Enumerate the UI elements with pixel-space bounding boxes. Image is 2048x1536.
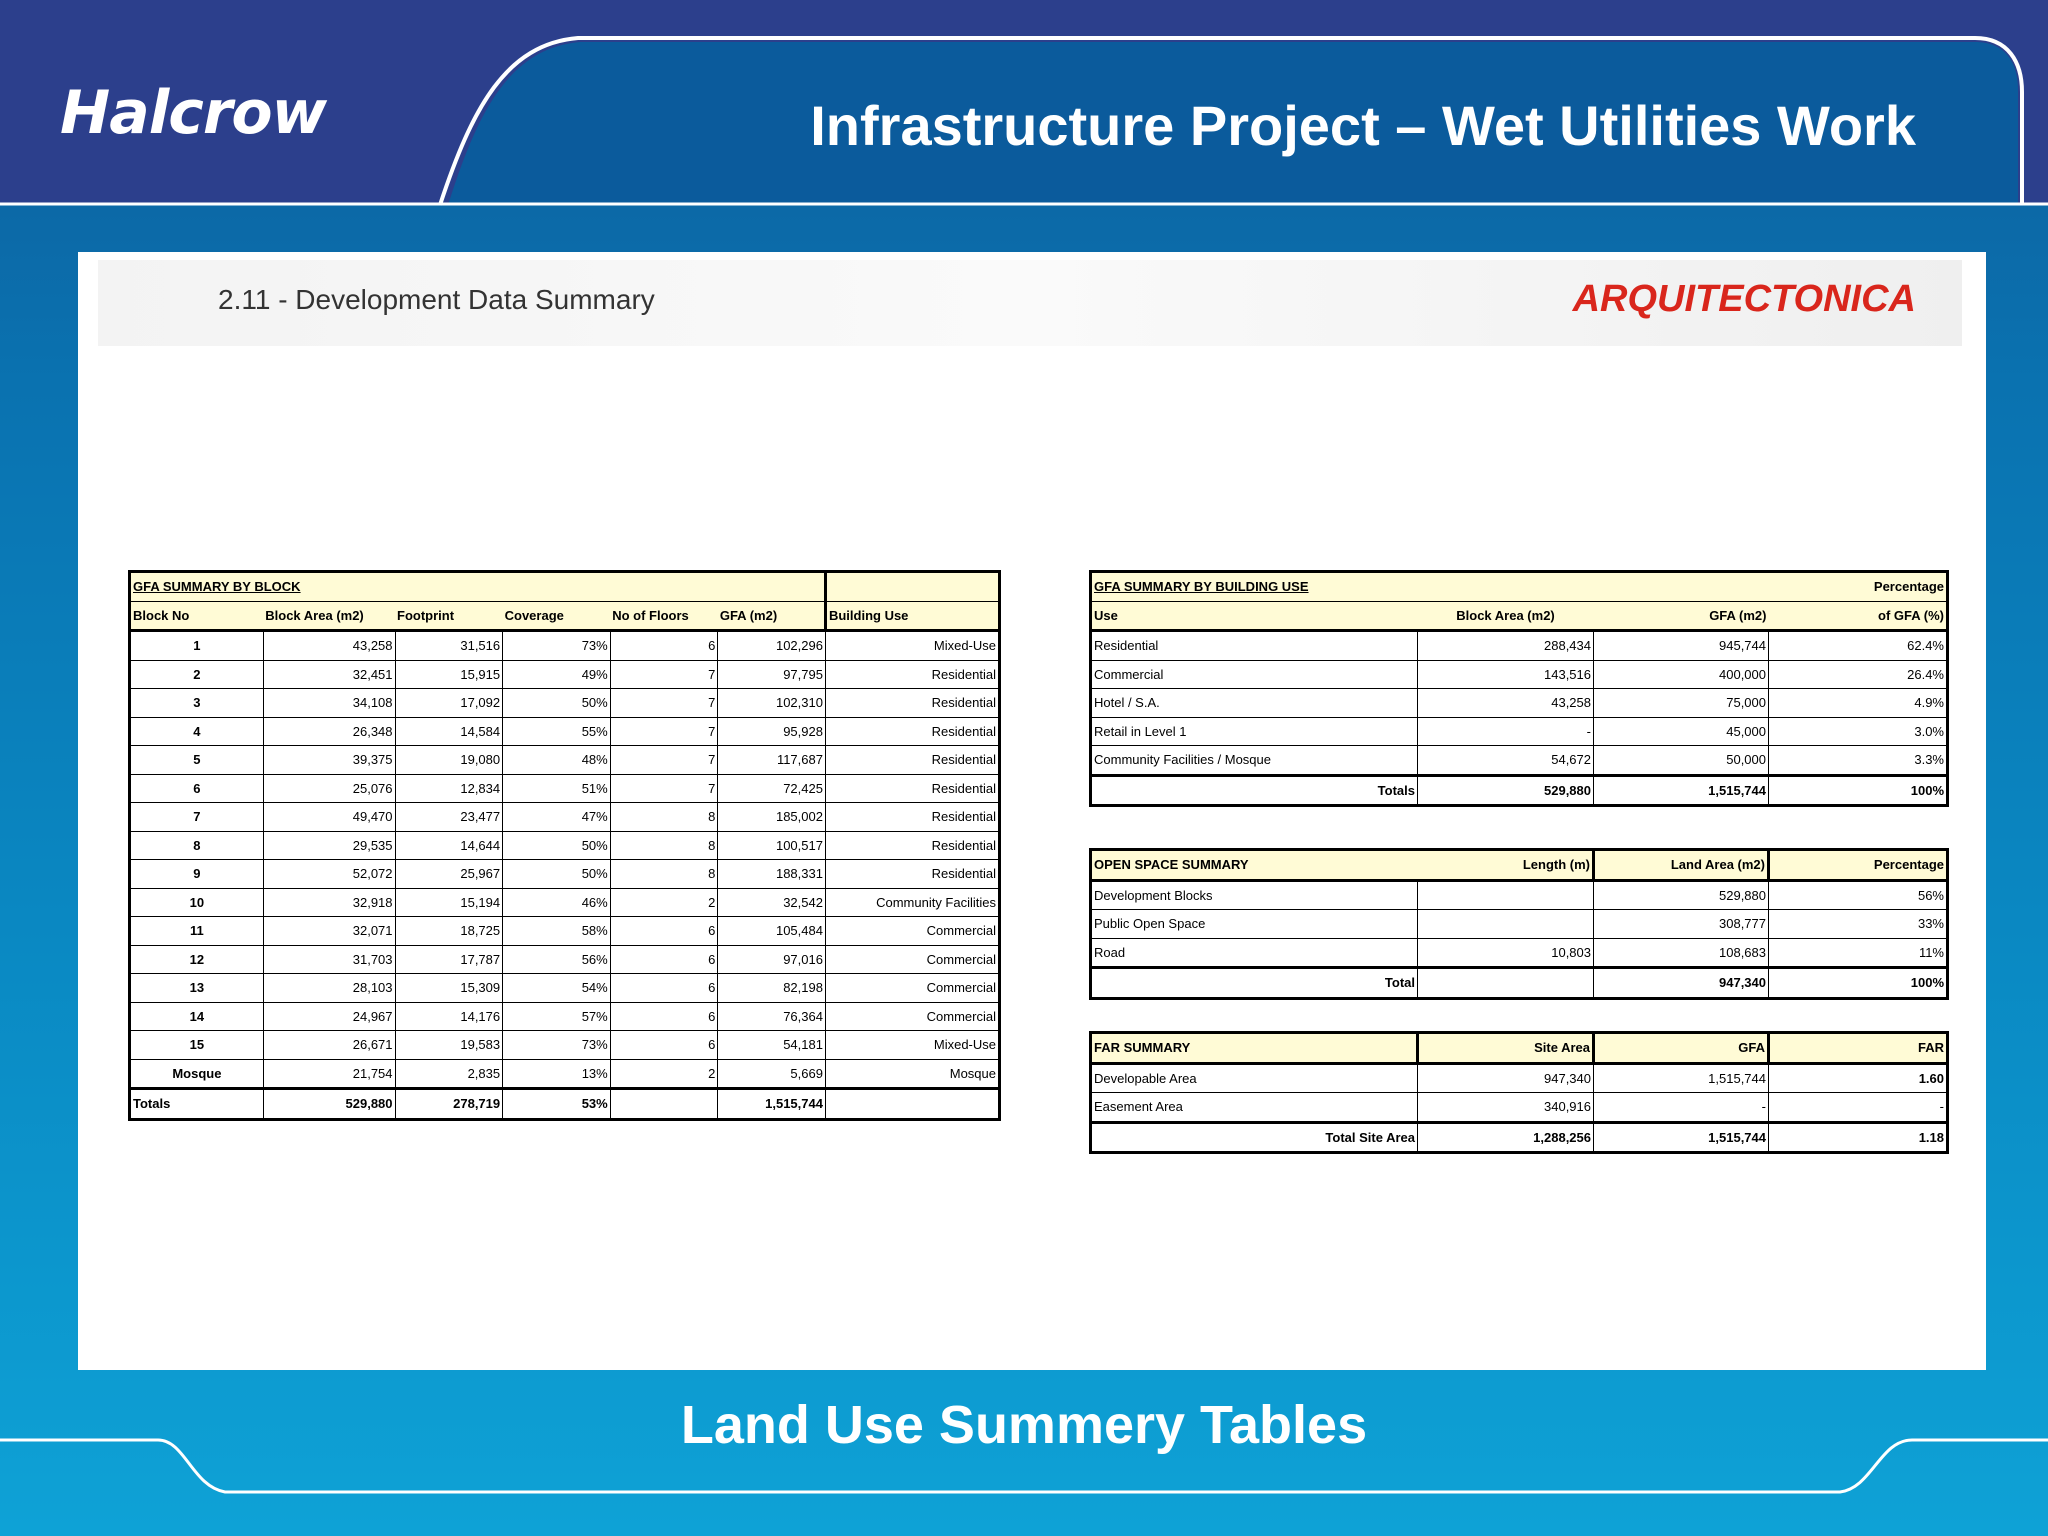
table-cell: Commercial — [825, 945, 999, 974]
table-cell: 2 — [610, 1059, 718, 1089]
table-cell: 7 — [610, 689, 718, 718]
table-row — [130, 917, 1000, 946]
footer-title: Land Use Summery Tables — [680, 1395, 1368, 1455]
table-cell: Public Open Space — [1091, 910, 1418, 939]
table-row — [1091, 717, 1948, 746]
table-row — [1091, 689, 1948, 718]
table-cell: 50,000 — [1594, 746, 1769, 776]
table-cell: 14 — [130, 1002, 264, 1031]
table-row — [1091, 910, 1948, 939]
table-row — [130, 631, 1000, 661]
table-cell: 43,258 — [263, 631, 395, 661]
table-cell: 12 — [130, 945, 264, 974]
table-cell: Mixed-Use — [825, 1031, 999, 1060]
table-cell — [1418, 968, 1594, 999]
table-cell: Residential — [825, 660, 999, 689]
table-cell: 143,516 — [1418, 660, 1594, 689]
table-cell: 11% — [1769, 938, 1948, 968]
table-cell — [1418, 880, 1594, 910]
table-cell: 6 — [610, 1002, 718, 1031]
table-cell: 97,016 — [718, 945, 826, 974]
table-cell: 4 — [130, 717, 264, 746]
table-cell: Road — [1091, 938, 1418, 968]
table-cell: 72,425 — [718, 774, 826, 803]
halcrow-logo: Halcrow — [60, 78, 327, 148]
table-cell: Developable Area — [1091, 1063, 1418, 1093]
table-cell: 97,795 — [718, 660, 826, 689]
table-cell: 13 — [130, 974, 264, 1003]
table-cell: 14,176 — [395, 1002, 503, 1031]
table-cell: 1,515,744 — [1594, 775, 1769, 806]
column-header: Land Area (m2) — [1594, 850, 1769, 881]
table-cell: 54,672 — [1418, 746, 1594, 776]
table-caption: OPEN SPACE SUMMARY — [1091, 850, 1418, 881]
table-cell: 1,515,744 — [718, 1089, 826, 1120]
table-cell: 100% — [1769, 775, 1948, 806]
table-cell: 62.4% — [1769, 631, 1948, 661]
table-cell: 14,584 — [395, 717, 503, 746]
table-cell: 117,687 — [718, 746, 826, 775]
table-cell: Residential — [1091, 631, 1418, 661]
table-cell: 6 — [610, 945, 718, 974]
totals-label: Total Site Area — [1091, 1122, 1418, 1153]
totals-row — [1091, 1122, 1948, 1153]
table-row — [130, 888, 1000, 917]
table-cell: Mixed-Use — [825, 631, 999, 661]
table-cell: Residential — [825, 717, 999, 746]
table-cell — [610, 1089, 718, 1120]
table-cell: Commercial — [1091, 660, 1418, 689]
table-cell: Residential — [825, 831, 999, 860]
table-cell: 73% — [503, 1031, 611, 1060]
column-header: Block Area (m2) — [1418, 601, 1594, 631]
table-cell: 108,683 — [1594, 938, 1769, 968]
table-body — [130, 631, 1000, 1089]
table-row — [130, 1031, 1000, 1060]
table-cell: 32,451 — [263, 660, 395, 689]
table-cell: 7 — [130, 803, 264, 832]
table-cell: 3.3% — [1769, 746, 1948, 776]
table-cell: 100% — [1769, 968, 1948, 999]
table-cell: 947,340 — [1594, 968, 1769, 999]
table-cell: 82,198 — [718, 974, 826, 1003]
table-cell: 15,194 — [395, 888, 503, 917]
table-cell: 15 — [130, 1031, 264, 1060]
table-cell: 50% — [503, 860, 611, 889]
column-header: Footprint — [395, 601, 503, 631]
table-cell: Community Facilities / Mosque — [1091, 746, 1418, 776]
table-cell: 32,071 — [263, 917, 395, 946]
table-cell: 400,000 — [1594, 660, 1769, 689]
table-cell: 49% — [503, 660, 611, 689]
column-header: No of Floors — [610, 601, 718, 631]
table-cell: 10 — [130, 888, 264, 917]
table-cell: 21,754 — [263, 1059, 395, 1089]
table-cell: 529,880 — [1594, 880, 1769, 910]
table-body — [1091, 631, 1948, 776]
table-cell: 188,331 — [718, 860, 826, 889]
table-row — [130, 974, 1000, 1003]
table-cell: 24,967 — [263, 1002, 395, 1031]
table-cell: 14,644 — [395, 831, 503, 860]
table-cell: Commercial — [825, 917, 999, 946]
table-cell: 7 — [610, 774, 718, 803]
column-header: Building Use — [825, 601, 999, 631]
table-header-row — [1091, 1033, 1948, 1064]
table-caption-row — [130, 572, 1000, 602]
table-row — [130, 746, 1000, 775]
table-cell: 13% — [503, 1059, 611, 1089]
table-caption: FAR SUMMARY — [1091, 1033, 1418, 1064]
table-row — [130, 689, 1000, 718]
table-cell: 1,515,744 — [1594, 1063, 1769, 1093]
table-row — [130, 1059, 1000, 1089]
table-cell: 8 — [610, 831, 718, 860]
table-row — [1091, 746, 1948, 776]
table-cell: 4.9% — [1769, 689, 1948, 718]
table-cell: 57% — [503, 1002, 611, 1031]
table-cell: 32,542 — [718, 888, 826, 917]
table-cell: 76,364 — [718, 1002, 826, 1031]
column-header: Use — [1091, 601, 1418, 631]
table-cell: 26,671 — [263, 1031, 395, 1060]
table-row — [1091, 660, 1948, 689]
table-cell: 308,777 — [1594, 910, 1769, 939]
column-header: Block Area (m2) — [263, 601, 395, 631]
column-header: Block No — [130, 601, 264, 631]
table-cell: 54% — [503, 974, 611, 1003]
table-row — [130, 717, 1000, 746]
table-cell — [1418, 910, 1594, 939]
table-body — [1091, 1063, 1948, 1122]
table-row — [130, 945, 1000, 974]
table-cell: - — [1418, 717, 1594, 746]
table-cell: 49,470 — [263, 803, 395, 832]
table-cell: 945,744 — [1594, 631, 1769, 661]
totals-label: Total — [1091, 968, 1418, 999]
table-cell: 5 — [130, 746, 264, 775]
table-cell: 45,000 — [1594, 717, 1769, 746]
table-row — [1091, 631, 1948, 661]
table-cell: 6 — [610, 631, 718, 661]
table-cell: 29,535 — [263, 831, 395, 860]
table-row — [1091, 1093, 1948, 1123]
table-cell: 6 — [610, 974, 718, 1003]
table-cell: Development Blocks — [1091, 880, 1418, 910]
column-header: Length (m) — [1418, 850, 1594, 881]
table-cell: 288,434 — [1418, 631, 1594, 661]
table-cell: 2,835 — [395, 1059, 503, 1089]
table-cell: 1.60 — [1769, 1063, 1948, 1093]
table-cell: Residential — [825, 689, 999, 718]
table-cell: Easement Area — [1091, 1093, 1418, 1123]
table-cell: Residential — [825, 746, 999, 775]
table-cell: 25,967 — [395, 860, 503, 889]
table-header-row — [130, 601, 1000, 631]
table-cell: 48% — [503, 746, 611, 775]
open-space-summary-table — [1089, 848, 1949, 1000]
table-cell: 50% — [503, 689, 611, 718]
table-cell: 2 — [610, 888, 718, 917]
table-cell: 7 — [610, 746, 718, 775]
table-cell: 278,719 — [395, 1089, 503, 1120]
table-cell: 73% — [503, 631, 611, 661]
totals-row — [1091, 968, 1948, 999]
table-cell: - — [1769, 1093, 1948, 1123]
table-row — [1091, 938, 1948, 968]
table-cell: 50% — [503, 831, 611, 860]
table-cell: 43,258 — [1418, 689, 1594, 718]
table-body — [1091, 880, 1948, 968]
table-cell: Mosque — [130, 1059, 264, 1089]
table-cell: Commercial — [825, 974, 999, 1003]
table-cell: 95,928 — [718, 717, 826, 746]
table-cell: 26.4% — [1769, 660, 1948, 689]
table-cell: 39,375 — [263, 746, 395, 775]
table-cell: Retail in Level 1 — [1091, 717, 1418, 746]
table-cell: 23,477 — [395, 803, 503, 832]
table-cell: 9 — [130, 860, 264, 889]
table-cell: 102,296 — [718, 631, 826, 661]
table-cell: 1,515,744 — [1594, 1122, 1769, 1153]
table-cell: 31,516 — [395, 631, 503, 661]
table-cell: 1 — [130, 631, 264, 661]
table-cell: 102,310 — [718, 689, 826, 718]
table-cell: 8 — [610, 803, 718, 832]
table-cell: 28,103 — [263, 974, 395, 1003]
far-summary-table — [1089, 1031, 1949, 1154]
table-cell: 1.18 — [1769, 1122, 1948, 1153]
table-cell: 58% — [503, 917, 611, 946]
table-cell: 25,076 — [263, 774, 395, 803]
table-cell: 15,915 — [395, 660, 503, 689]
table-cell: 15,309 — [395, 974, 503, 1003]
slide-title: Infrastructure Project – Wet Utilities Work — [810, 94, 1916, 157]
table-cell: 5,669 — [718, 1059, 826, 1089]
column-header: GFA (m2) — [718, 601, 826, 631]
table-cell: 6 — [610, 917, 718, 946]
table-header-row — [1091, 601, 1948, 631]
table-header-row — [1091, 850, 1948, 881]
table-cell: 529,880 — [263, 1089, 395, 1120]
table-cell: 56% — [503, 945, 611, 974]
table-cell: 31,703 — [263, 945, 395, 974]
column-header-top: Percentage — [1769, 572, 1948, 602]
totals-row — [130, 1089, 1000, 1120]
table-cell: 53% — [503, 1089, 611, 1120]
table-cell: 947,340 — [1418, 1063, 1594, 1093]
table-cell: 46% — [503, 888, 611, 917]
column-header: GFA (m2) — [1594, 601, 1769, 631]
table-cell: 3.0% — [1769, 717, 1948, 746]
table-cell: 10,803 — [1418, 938, 1594, 968]
table-cell: 340,916 — [1418, 1093, 1594, 1123]
table-cell: 54,181 — [718, 1031, 826, 1060]
table-cell: Residential — [825, 803, 999, 832]
table-cell: 52,072 — [263, 860, 395, 889]
totals-label: Totals — [130, 1089, 264, 1120]
column-header: Site Area — [1418, 1033, 1594, 1064]
column-header: GFA — [1594, 1033, 1769, 1064]
table-cell: 100,517 — [718, 831, 826, 860]
table-cell: 55% — [503, 717, 611, 746]
table-cell: Hotel / S.A. — [1091, 689, 1418, 718]
table-cell: Mosque — [825, 1059, 999, 1089]
table-cell: 17,092 — [395, 689, 503, 718]
table-row — [1091, 880, 1948, 910]
table-row — [130, 660, 1000, 689]
table-cell: 18,725 — [395, 917, 503, 946]
gfa-summary-by-use-table — [1089, 570, 1949, 807]
table-cell: 26,348 — [263, 717, 395, 746]
document-panel — [78, 252, 1986, 1370]
table-cell: 105,484 — [718, 917, 826, 946]
table-cell: - — [1594, 1093, 1769, 1123]
table-cell: 47% — [503, 803, 611, 832]
table-caption: GFA SUMMARY BY BUILDING USE — [1091, 572, 1769, 602]
table-cell: Residential — [825, 774, 999, 803]
table-row — [1091, 1063, 1948, 1093]
table-cell: 8 — [130, 831, 264, 860]
totals-label: Totals — [1091, 775, 1418, 806]
table-row — [130, 831, 1000, 860]
table-cell: 32,918 — [263, 888, 395, 917]
table-cell: 19,080 — [395, 746, 503, 775]
table-cell: 529,880 — [1418, 775, 1594, 806]
table-cell — [825, 1089, 999, 1120]
column-header: FAR — [1769, 1033, 1948, 1064]
table-row — [130, 803, 1000, 832]
table-cell: Community Facilities — [825, 888, 999, 917]
table-row — [130, 860, 1000, 889]
table-row — [130, 1002, 1000, 1031]
table-cell: 33% — [1769, 910, 1948, 939]
table-cell: Commercial — [825, 1002, 999, 1031]
table-cell: 1,288,256 — [1418, 1122, 1594, 1153]
table-cell: 51% — [503, 774, 611, 803]
table-cell: 7 — [610, 717, 718, 746]
table-cell: 185,002 — [718, 803, 826, 832]
document-title: 2.11 - Development Data Summary — [218, 284, 655, 315]
table-cell: 6 — [130, 774, 264, 803]
table-cell: 17,787 — [395, 945, 503, 974]
totals-row — [1091, 775, 1948, 806]
column-header: of GFA (%) — [1769, 601, 1948, 631]
arquitectonica-logo: ARQUITECTONICA — [1572, 278, 1916, 320]
table-caption: GFA SUMMARY BY BLOCK — [130, 572, 826, 602]
table-cell: 34,108 — [263, 689, 395, 718]
column-header: Coverage — [503, 601, 611, 631]
column-header: Percentage — [1769, 850, 1948, 881]
table-caption-row — [1091, 572, 1948, 602]
table-cell: 56% — [1769, 880, 1948, 910]
table-cell: 8 — [610, 860, 718, 889]
table-cell: 6 — [610, 1031, 718, 1060]
table-cell: Residential — [825, 860, 999, 889]
table-cell: 2 — [130, 660, 264, 689]
table-cell: 3 — [130, 689, 264, 718]
document-header — [98, 260, 1962, 346]
table-cell: 19,583 — [395, 1031, 503, 1060]
gfa-summary-by-block-table — [128, 570, 1001, 1121]
table-cell: 12,834 — [395, 774, 503, 803]
table-cell: 11 — [130, 917, 264, 946]
table-row — [130, 774, 1000, 803]
table-cell: 75,000 — [1594, 689, 1769, 718]
table-cell: 7 — [610, 660, 718, 689]
